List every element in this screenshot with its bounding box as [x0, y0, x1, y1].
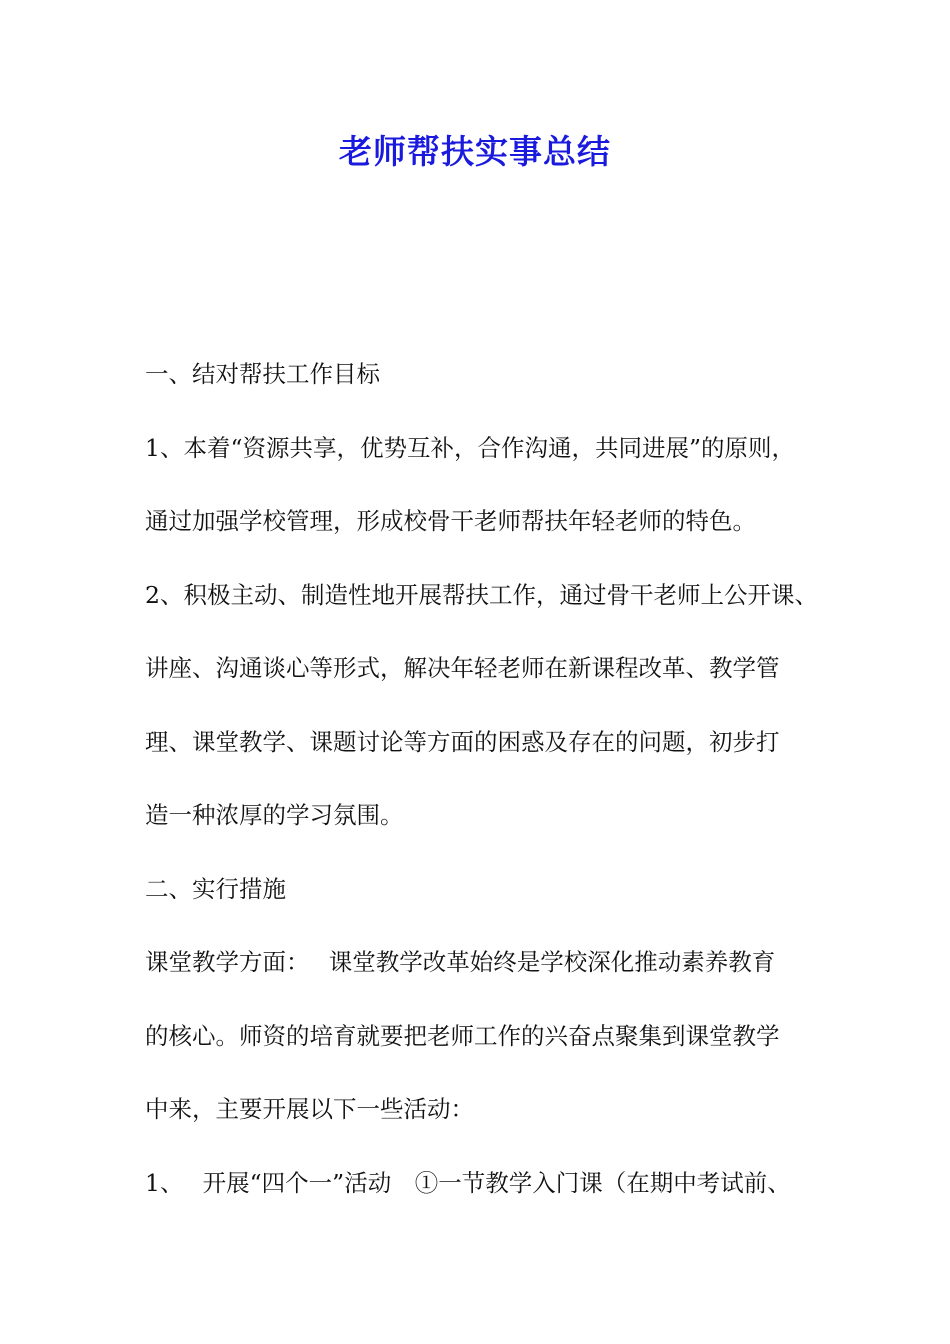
section-heading-measures: 二、实行措施 [145, 874, 286, 903]
paragraph-line: 1、 开展“四个一”活动 ①一节教学入门课（在期中考试前、 [145, 1168, 791, 1197]
paragraph-line: 的核心。师资的培育就要把老师工作的兴奋点聚集到课堂教学 [145, 1021, 780, 1050]
paragraph-line: 讲座、沟通谈心等形式，解决年轻老师在新课程改革、教学管 [145, 654, 780, 682]
paragraph-line: 2、积极主动、制造性地开展帮扶工作，通过骨干老师上公开课、 [145, 580, 818, 609]
section-heading-goals: 一、结对帮扶工作目标 [145, 360, 380, 388]
paragraph-line: 课堂教学方面： 课堂教学改革始终是学校深化推动素养教育 [145, 948, 776, 976]
paragraph-line: 造一种浓厚的学习氛围。 [145, 801, 404, 829]
paragraph-line: 1、本着“资源共享，优势互补，合作沟通，共同进展”的原则， [145, 433, 795, 462]
paragraph-line: 中来，主要开展以下一些活动： [145, 1095, 474, 1123]
document-title: 老师帮扶实事总结 [339, 132, 611, 171]
paragraph-line: 通过加强学校管理，形成校骨干老师帮扶年轻老师的特色。 [145, 507, 756, 535]
document-body [145, 338, 835, 1220]
paragraph-line: 理、课堂教学、课题讨论等方面的困惑及存在的问题，初步打 [145, 727, 780, 756]
